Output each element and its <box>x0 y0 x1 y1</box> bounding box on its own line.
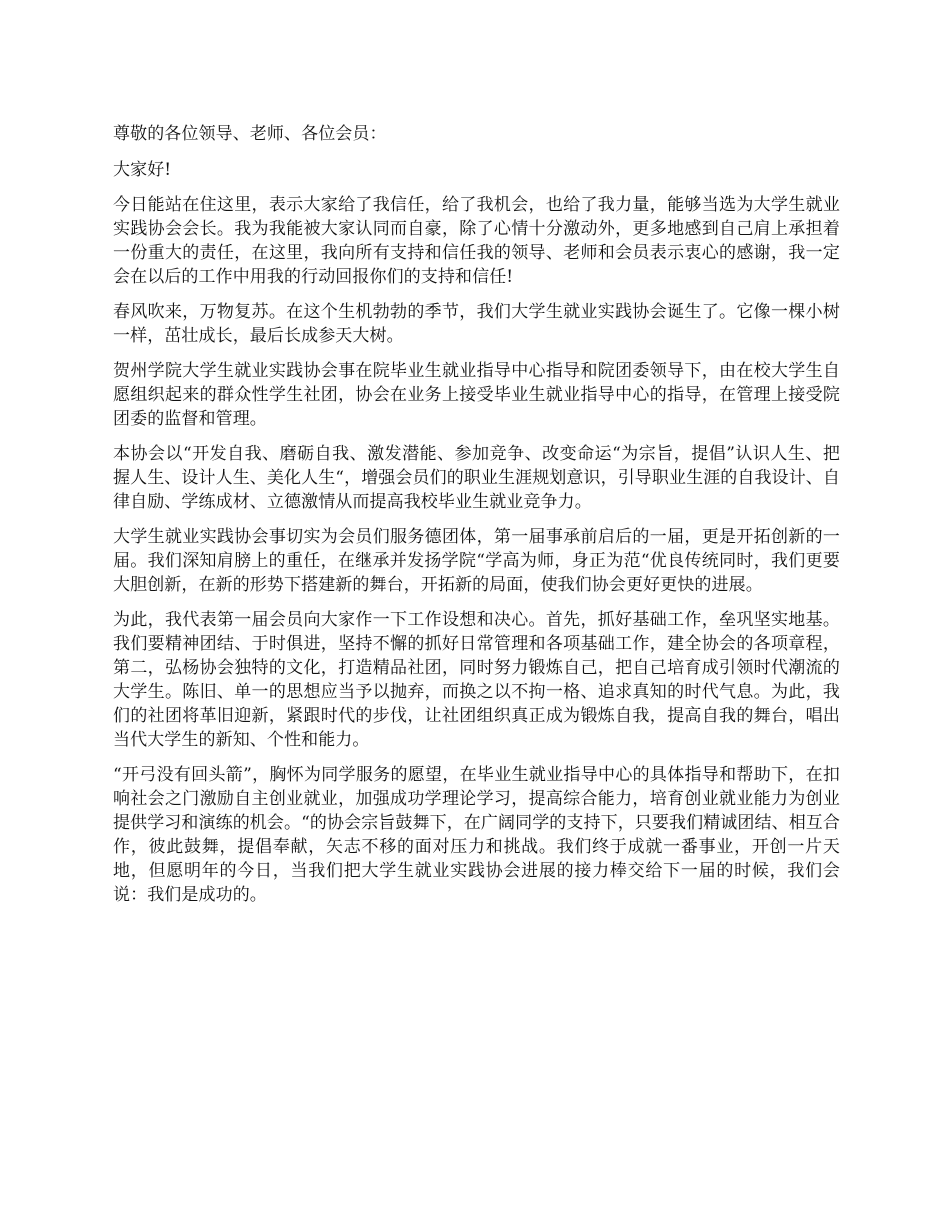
paragraph-closing: “开弓没有回头箭”，胸怀为同学服务的愿望，在毕业生就业指导中心的具体指导和帮助下，在扣响社会之门激励自主创业就业，加强成功学理论学习，提高综合能力，培育创业就业能力为创业提供学习和演练的机会。“的协会宗旨鼓舞下，在广阔同学的支持下，只要我们精诚团结、相互合作，彼此鼓舞，提倡奉献，矢志不移的面对压力和挑战。我们终于成就一番事业，开创一片天地，但愿明年的今日，当我们把大学生就业实践协会进展的接力棒交给下一届的时候，我们会说：我们是成功的。 <box>113 765 840 905</box>
paragraph-acceptance: 今日能站在住这里，表示大家给了我信任，给了我机会，也给了我力量，能够当选为大学生就业实践协会会长。我为我能被大家认同而自豪，除了心情十分激动外，更多地感到自己肩上承担着一份重大的责任，在这里，我向所有支持和信任我的领导、老师和会员表示衷心的感谢，我一定会在以后的工作中用我的行动回报你们的支持和信任! <box>113 195 840 287</box>
paragraph-plans: 为此，我代表第一届会员向大家作一下工作设想和决心。首先，抓好基础工作，垒巩坚实地基。我们要精神团结、于时俱进，坚持不懈的抓好日常管理和各项基础工作，建全协会的各项章程，第二，弘杨协会独特的文化，打造精品社团，同时努力锻炼自己，把自己培育成引领时代潮流的大学生。陈旧、单一的思想应当予以抛弃，而换之以不拘一格、追求真知的时代气息。为此，我们的社团将革旧迎新，紧跟时代的步伐，让社团组织真正成为锻炼自我，提高自我的舞台，唱出当代大学生的新知、个性和能力。 <box>113 610 840 750</box>
paragraph-spring: 春风吹来，万物复苏。在这个生机勃勃的季节，我们大学生就业实践协会诞生了。它像一棵小树一样，茁壮成长，最后长成参天大树。 <box>113 302 840 346</box>
paragraph-association-intro: 贺州学院大学生就业实践协会事在院毕业生就业指导中心指导和院团委领导下，由在校大学生自愿组织起来的群众性学生社团，协会在业务上接受毕业生就业指导中心的指导，在管理上接受院团委的监督和管理。 <box>113 361 840 429</box>
paragraph-mission: 本协会以“开发自我、磨砺自我、激发潜能、参加竞争、改变命运“为宗旨，提倡”认识人生、把握人生、设计人生、美化人生“，增强会员们的职业生涯规划意识，引导职业生涯的自我设计、自律自励、学练成材、立德激情从而提高我校毕业生就业竞争力。 <box>113 444 840 512</box>
salutation: 尊敬的各位领导、老师、各位会员： <box>113 124 387 144</box>
greeting: 大家好! <box>113 160 172 180</box>
paragraph-first-term: 大学生就业实践协会事切实为会员们服务德团体，第一届事承前启后的一届，更是开拓创新的一届。我们深知肩膀上的重任，在继承并发扬学院“学高为师，身正为范“优良传统同时，我们更要大胆创新，在新的形势下搭建新的舞台，开拓新的局面，使我们协会更好更快的进展。 <box>113 527 840 595</box>
document-page <box>113 122 840 918</box>
